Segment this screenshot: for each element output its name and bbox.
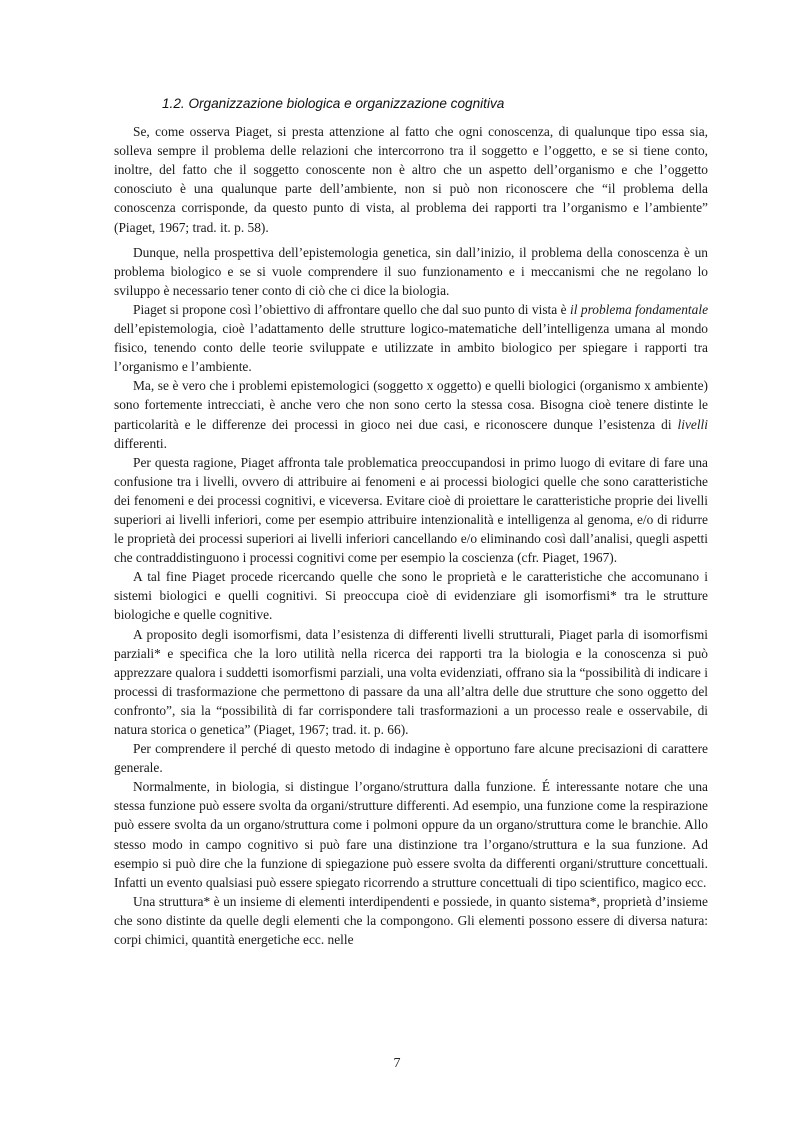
paragraph-7: A proposito degli isomorfismi, data l’esistenza di differenti livelli strutturali, Piaget parla di isomorfismi parziali* e specifica che la loro utilità nella ricerca dei rapporti tra la biologia e la conoscenza si può apprezzare qualora i suddetti isomorfismi parziali, una volta evidenziati, offrano sia la “possibilità di indicare i processi di trasformazione che permettono di passare da una all’altra delle due strutture che sono oggetto del confronto”, sia la “possibilità di far corrispondere tali trasformazioni a un processo reale e osservabile, di natura storica o genetica” (Piaget, 1967; trad. it. p. 66). xyxy=(114,626,708,737)
paragraph-8: Per comprendere il perché di questo metodo di indagine è opportuno fare alcune precisazioni di carattere generale. xyxy=(114,741,708,776)
paragraph-10: Una struttura* è un insieme di elementi interdipendenti e possiede, in quanto sistema*, proprietà d’insieme che sono distinte da quelle degli elementi che la compongono. Gli elementi possono essere di diversa natura: corpi chimici, quantità energetiche ecc. nelle xyxy=(114,893,708,948)
paragraph-3 xyxy=(114,300,708,376)
paragraph-6: A tal fine Piaget procede ricercando quelle che sono le proprietà e le caratteristiche che accomunano i sistemi biologici e quelli cognitivi. Si preoccupa cioè di evidenziare gli isomorfismi* tra le strutture biologiche e quelle cognitive. xyxy=(114,569,708,623)
paragraph-4-text-a: Ma, se è vero che i problemi epistemologici (soggetto x oggetto) e quelli biologici (organismo x ambiente) sono fortemente intrecciati, è anche vero che non sono certo la stessa cosa. Bisogna cioè tenere distinte le particolarità e le differenze dei processi in gioco nei due casi, e riconoscere dunque l’esistenza di xyxy=(114,378,708,432)
paragraph-9: Normalmente, in biologia, si distingue l’organo/struttura dalla funzione. É interessante notare che una stessa funzione può essere svolta da organi/strutture differenti. Ad esempio, una funzione come la respirazione può essere svolta da un organo/struttura come i polmoni oppure da un organo/struttura come le branchie. Allo stesso modo in campo cognitivo si può fare una distinzione tra l’organo/struttura e la sua funzione. Ad esempio si può dire che la funzione di spiegazione può essere svolta da differenti organi/strutture concettuali. Infatti un evento qualsiasi può essere spiegato ricorrendo a strutture concettuali di tipo scientifico, magico ecc. xyxy=(114,779,708,890)
paragraph-5: Per questa ragione, Piaget affronta tale problematica preoccupandosi in primo luogo di evitare di fare una confusione tra i livelli, ovvero di attribuire ai fenomeni e ai processi biologici quelle che sono caratteristiche dei fenomeni e dei processi cognitivi, e viceversa. Evitare cioè di proiettare le caratteristiche proprie dei livelli superiori ai livelli inferiori, come per esempio attribuire intenzionalità e intelligenza al genoma, e/o di ridurre le proprietà dei processi superiori ai livelli inferiori cancellando e/o eliminando così dall’analisi, quegli aspetti che contraddistinguono i processi cognitivi come per esempio la coscienza (cfr. Piaget, 1967). xyxy=(114,454,708,566)
paragraph-3-text-b: dell’epistemologia, cioè l’adattamento delle strutture logico-matematiche dell’intelligenza umana al mondo fisico, tenendo conto delle teorie sviluppate e utilizzate in ambito biologico per spiegare i rapporti tra l’organismo e l’ambiente. xyxy=(114,321,708,375)
section-heading: 1.2. Organizzazione biologica e organizzazione cognitiva xyxy=(162,96,505,111)
paragraph-4 xyxy=(114,376,708,452)
paragraph-3-text-a: Piaget si propone così l’obiettivo di affrontare quello che dal suo punto di vista è xyxy=(133,301,571,317)
page-number: 7 xyxy=(393,1056,401,1071)
paragraph-2: Dunque, nella prospettiva dell’epistemologia genetica, sin dall’inizio, il problema della conoscenza è un problema biologico e se si vuole comprendere il suo funzionamento e i meccanismi che ne regolano lo sviluppo è necessario tener conto di ciò che ci dice la biologia. xyxy=(114,244,708,298)
paragraph-3-emphasis: il problema fondamentale xyxy=(570,301,709,317)
paragraph-4-emphasis: livelli xyxy=(677,416,708,432)
paragraph-4-text-b: differenti. xyxy=(114,435,167,451)
paragraph-1: Se, come osserva Piaget, si presta attenzione al fatto che ogni conoscenza, di qualunque tipo essa sia, solleva sempre il problema delle relazioni che intercorrono tra il soggetto e l’oggetto, e se si tiene conto, inoltre, del fatto che il soggetto conoscente non è altro che un aspetto dell’organismo e che l’oggetto conosciuto è una qualunque parte dell’ambiente, non si può non riconoscere che “il problema della conoscenza corrisponde, da questo punto di vista, al problema dei rapporti tra l’organismo e l’ambiente” (Piaget, 1967; trad. it. p. 58). xyxy=(114,124,708,235)
document-page xyxy=(114,94,708,949)
